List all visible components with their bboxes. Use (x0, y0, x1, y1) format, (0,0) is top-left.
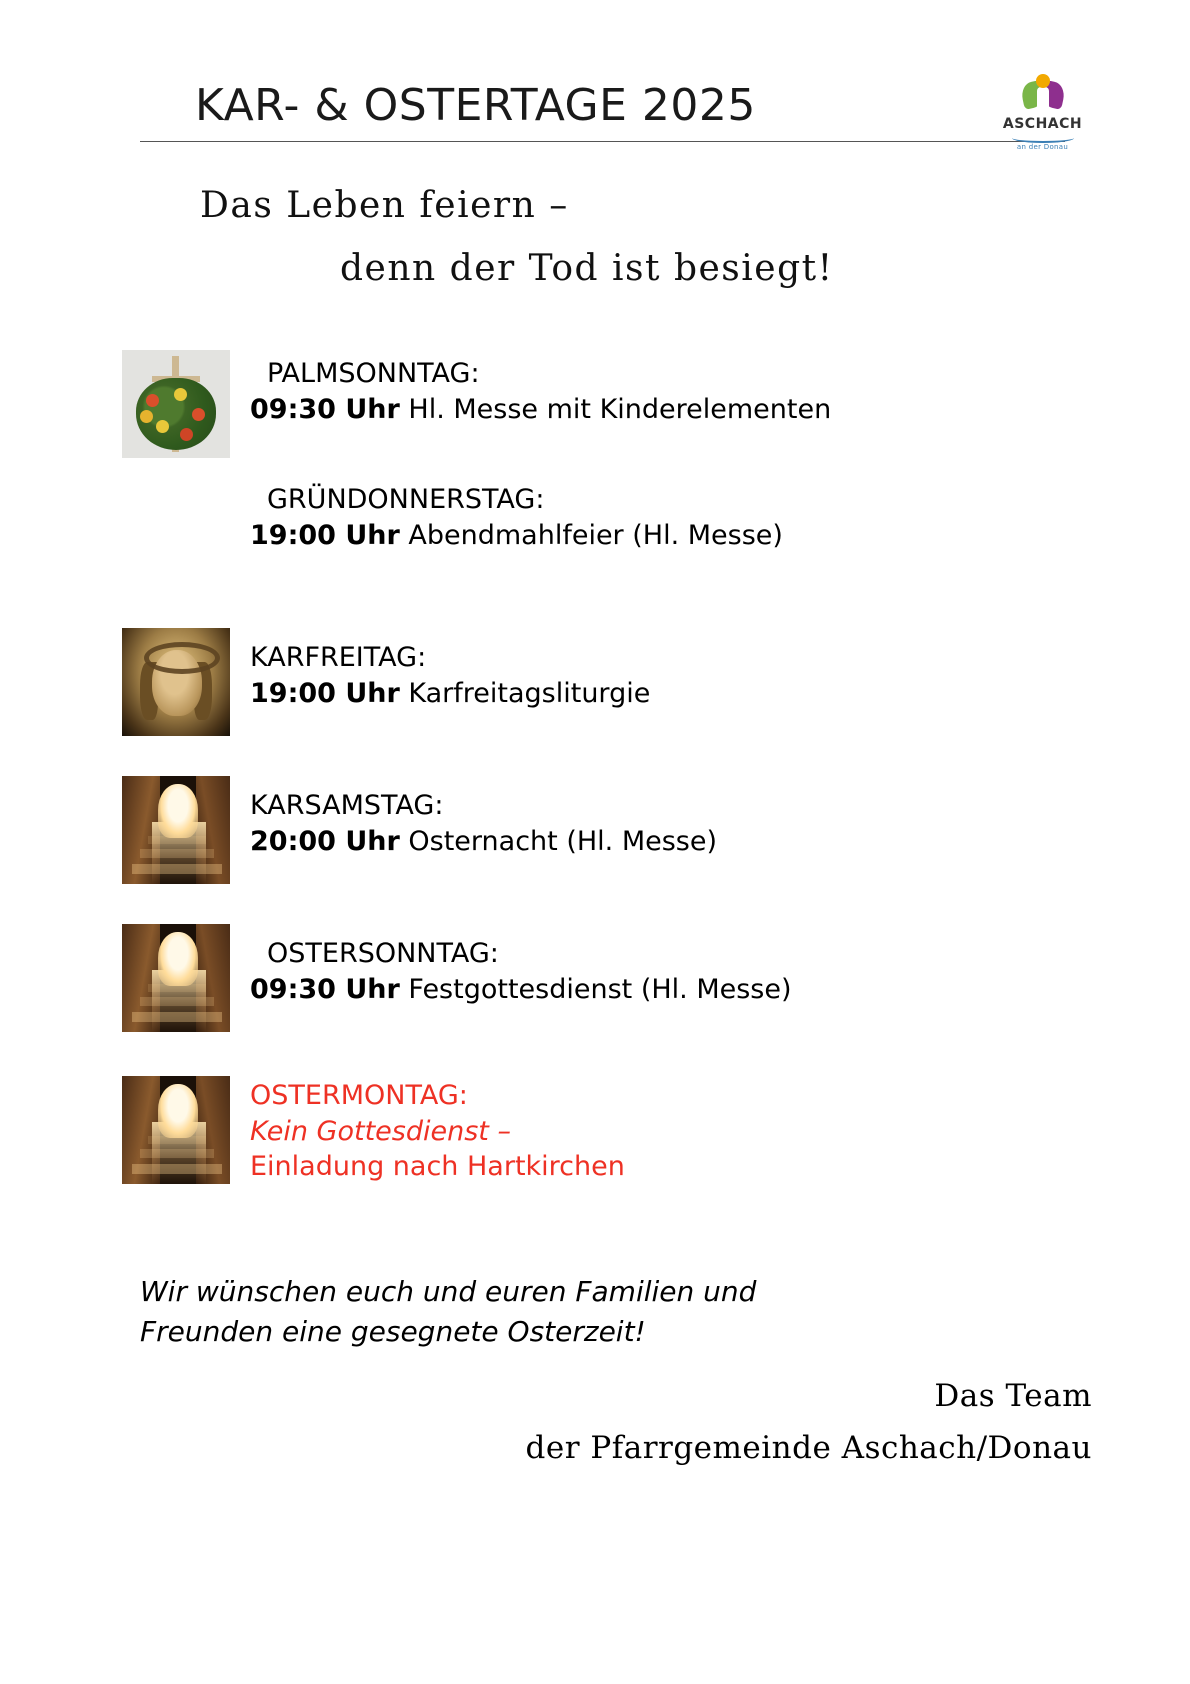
service-detail (250, 392, 831, 428)
entry-text (250, 1076, 625, 1185)
list-item (0, 350, 1190, 458)
list-item (0, 628, 1190, 736)
page-title: KAR- & OSTERTAGE 2025 (140, 80, 1065, 142)
service-time: 09:30 Uhr (250, 393, 400, 425)
christ-head-artwork (122, 628, 230, 736)
subtitle-line-2: denn der Tod ist besiegt! (340, 248, 834, 289)
service-note-line-2: Einladung nach Hartkirchen (250, 1151, 625, 1183)
logo-wave-icon (1012, 133, 1074, 143)
service-day: KARSAMSTAG: (250, 790, 444, 821)
document-subtitle (200, 185, 1100, 289)
entry-text (250, 776, 717, 859)
entry-text (250, 628, 650, 711)
entry-text (250, 350, 831, 427)
closing-block (140, 1272, 1100, 1466)
signature-line-1: Das Team (934, 1377, 1092, 1414)
service-day: OSTERSONNTAG: (267, 938, 499, 969)
list-item (0, 776, 1190, 884)
list-item (0, 476, 1190, 584)
service-day: PALMSONNTAG: (267, 358, 480, 389)
service-description: Festgottesdienst (Hl. Messe) (399, 973, 792, 1005)
document-header (140, 80, 1083, 151)
service-detail (250, 518, 783, 554)
christ-head-image (122, 628, 230, 736)
signature-line-2: der Pfarrgemeinde Aschach/Donau (525, 1429, 1092, 1466)
palm-bouquet-artwork (122, 350, 230, 458)
service-day: OSTERMONTAG: (250, 1080, 468, 1111)
empty-tomb-artwork (122, 924, 230, 1032)
palm-bouquet-image (122, 350, 230, 458)
logo-subtitle: an der Donau (1016, 143, 1069, 151)
wish-line-2: Freunden eine gesegnete Osterzeit! (140, 1314, 646, 1348)
service-day: KARFREITAG: (250, 642, 427, 673)
service-day: GRÜNDONNERSTAG: (267, 484, 545, 515)
list-item-ostermontag (0, 1076, 1190, 1185)
logo-name: ASCHACH (1002, 116, 1083, 132)
list-item (0, 924, 1190, 1032)
service-time: 09:30 Uhr (250, 973, 400, 1005)
empty-tomb-image (122, 1076, 230, 1184)
empty-tomb-artwork (122, 776, 230, 884)
empty-tomb-image (122, 924, 230, 1032)
entry-text (250, 476, 783, 553)
service-description: Karfreitagsliturgie (399, 677, 651, 709)
wish-line-1: Wir wünschen euch und euren Familien und (140, 1275, 757, 1308)
entry-text (250, 924, 792, 1007)
service-detail (250, 824, 717, 860)
no-image-placeholder (122, 476, 230, 584)
service-detail (250, 676, 650, 712)
service-note-line-1: Kein Gottesdienst – (250, 1115, 511, 1147)
service-time: 19:00 Uhr (250, 677, 400, 709)
service-schedule-list (0, 350, 1190, 1211)
empty-tomb-artwork (122, 1076, 230, 1184)
subtitle-line-1: Das Leben feiern – (200, 185, 569, 226)
service-time: 19:00 Uhr (250, 519, 400, 551)
empty-tomb-image (122, 776, 230, 884)
service-description: Osternacht (Hl. Messe) (399, 825, 718, 857)
logo-figure-icon (1037, 87, 1049, 113)
service-detail (250, 972, 792, 1008)
service-time: 20:00 Uhr (250, 825, 400, 857)
logo-mark-icon (1020, 72, 1066, 118)
aschach-logo (995, 72, 1090, 152)
service-description: Hl. Messe mit Kinderelementen (399, 393, 832, 425)
service-description: Abendmahlfeier (Hl. Messe) (399, 519, 783, 551)
logo-head-icon (1036, 74, 1050, 88)
